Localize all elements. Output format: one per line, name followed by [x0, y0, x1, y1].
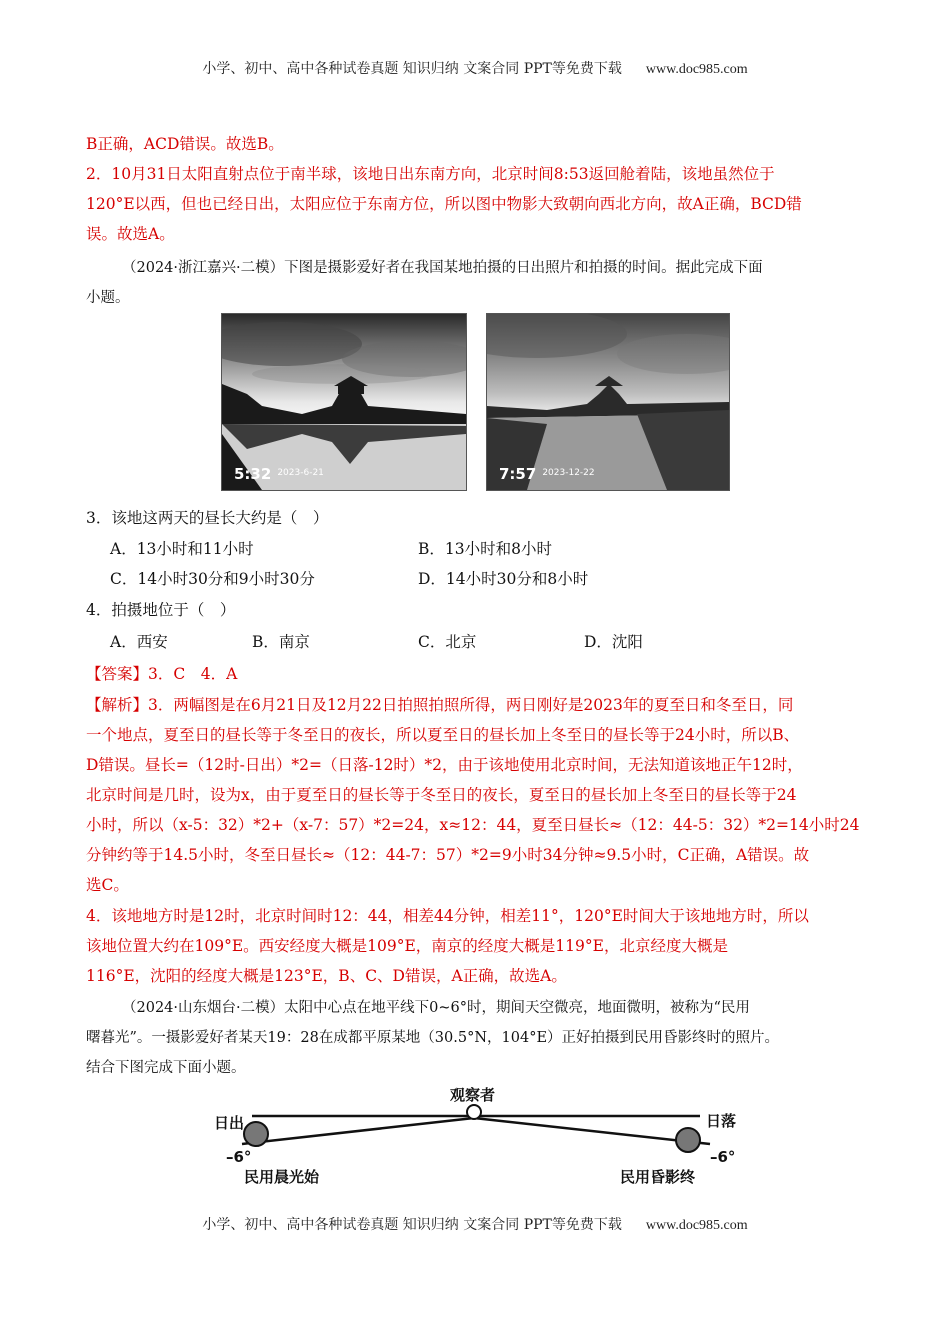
q3-option-a[interactable]: A．13小时和11小时: [110, 540, 254, 558]
observer-label: 观察者: [450, 1086, 496, 1104]
q3-option-d[interactable]: D．14小时30分和8小时: [418, 570, 589, 588]
dusk-label: 民用昏影终: [620, 1168, 696, 1186]
photo-timestamp: [499, 464, 595, 483]
analysis-line: D错误。昼长=（12时-日出）*2=（日落-12时）*2，由于该地使用北京时间，无法知道该地正午12时，: [86, 756, 803, 774]
prev-answer-line: 2．10月31日太阳直射点位于南半球，该地日出东南方向，北京时间8:53返回舱着陆，该地虽然位于: [86, 165, 775, 183]
footer-site[interactable]: www.doc985.com: [645, 1218, 748, 1233]
q4-option-a[interactable]: A．西安: [110, 633, 168, 651]
question-4-stem: 4．拍摄地位于（ ）: [86, 601, 236, 619]
q4-option-d[interactable]: D．沈阳: [584, 633, 643, 651]
analysis-line: 北京时间是几时，设为x，由于夏至日的昼长等于冬至日的夜长，夏至日的昼长加上冬至日的昼长等于24: [86, 786, 797, 804]
intro2-line: 曙暮光”。一摄影爱好者某天19：28在成都平原某地（30.5°N，104°E）正好拍摄到民用昏影终时的照片。: [86, 1030, 780, 1046]
analysis-line: 分钟约等于14.5小时，冬至日昼长≈（12：44-7：57）*2=9小时34分钟≈9.5小时，C正确，A错误。故: [86, 846, 810, 864]
twilight-diagram: [200, 1082, 760, 1192]
header-site[interactable]: www.doc985.com: [645, 62, 748, 77]
angle-left-label: –6°: [226, 1148, 252, 1166]
q4-option-b[interactable]: B．南京: [252, 633, 310, 651]
photo-timestamp: [234, 464, 324, 483]
analysis-line: 116°E，沈阳的经度大概是123°E，B、C、D错误，A正确，故选A。: [86, 967, 567, 985]
sunrise-photo-summer: [221, 313, 467, 491]
photo-time: 5:32: [234, 465, 272, 483]
footer-text: 小学、初中、高中各种试卷真题 知识归纳 文案合同 PPT等免费下载: [202, 1217, 622, 1233]
intro2-line: （2024·山东烟台·二模）太阳中心点在地平线下0~6°时，期间天空微亮，地面微明，被称为“民用: [122, 1000, 750, 1016]
analysis-line: 该地位置大约在109°E。西安经度大概是109°E，南京的经度大概是119°E，北京经度大概是: [86, 937, 728, 955]
page-header: [0, 58, 950, 78]
prev-answer-line: B正确，ACD错误。故选B。: [86, 135, 284, 153]
observer-marker: [467, 1105, 481, 1119]
intro1-line: （2024·浙江嘉兴·二模）下图是摄影爱好者在我国某地拍摄的日出照片和拍摄的时间。据此完成下面: [122, 260, 763, 276]
intro2-line: 结合下图完成下面小题。: [86, 1060, 246, 1076]
q3-option-c[interactable]: C．14小时30分和9小时30分: [110, 570, 315, 588]
analysis-line: 一个地点，夏至日的昼长等于冬至日的夜长，所以夏至日的昼长加上冬至日的昼长等于24小时，所以B、: [86, 726, 800, 744]
page-footer: [0, 1214, 950, 1234]
prev-answer-line: 误。故选A。: [86, 225, 175, 243]
analysis-line: 选C。: [86, 876, 129, 894]
sunrise-label: 日出: [214, 1114, 245, 1132]
q4-option-c[interactable]: C．北京: [418, 633, 477, 651]
analysis-line: 【解析】3．两幅图是在6月21日及12月22日拍照拍照所得，两日刚好是2023年的夏至日和冬至日，同: [86, 696, 794, 714]
sunrise-photo-winter: [486, 313, 730, 491]
analysis-line: 4．该地地方时是12时，北京时间时12：44，相差44分钟，相差11°，120°E时间大于该地地方时，所以: [86, 907, 809, 925]
analysis-line: 小时，所以（x-5：32）*2+（x-7：57）*2=24，x≈12：44，夏至日昼长≈（12：44-5：32）*2=14小时24: [86, 816, 860, 834]
q3-option-b[interactable]: B．13小时和8小时: [418, 540, 552, 558]
prev-answer-line: 120°E以西，但也已经日出，太阳应位于东南方位，所以图中物影大致朝向西北方向，故A正确，BCD错: [86, 195, 802, 213]
sun-icon: [676, 1128, 700, 1152]
answer-line: 【答案】3．C 4．A: [86, 665, 238, 683]
question-3-stem: 3．该地这两天的昼长大约是（ ）: [86, 509, 329, 527]
sun-icon: [244, 1122, 268, 1146]
photo-date: 2023-6-21: [277, 468, 324, 478]
header-text: 小学、初中、高中各种试卷真题 知识归纳 文案合同 PPT等免费下载: [202, 61, 622, 77]
intro1-line: 小题。: [86, 290, 130, 306]
angle-right-label: –6°: [710, 1148, 736, 1166]
dawn-label: 民用晨光始: [244, 1168, 320, 1186]
photo-time: 7:57: [499, 465, 537, 483]
sunset-label: 日落: [706, 1112, 737, 1130]
photo-date: 2023-12-22: [542, 468, 595, 478]
